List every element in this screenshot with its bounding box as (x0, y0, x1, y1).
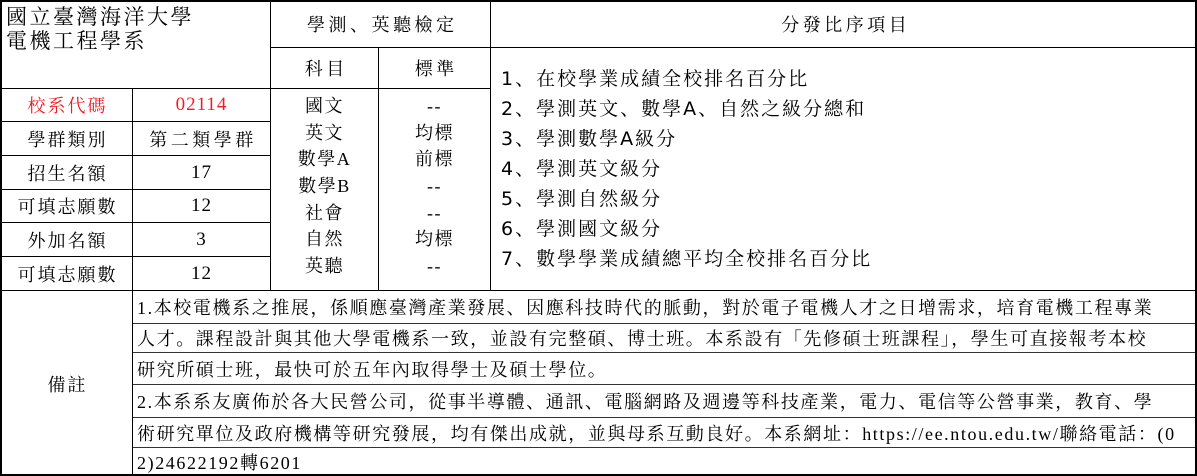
department-name: 電機工程學系 (6, 29, 147, 53)
ranking-list (490, 47, 1197, 290)
department-code-value: 02114 (132, 88, 270, 121)
subject-item: 國文 (305, 96, 344, 116)
subject-list (270, 88, 378, 290)
subject-item: 數學B (298, 176, 351, 197)
choices-value: 12 (132, 189, 270, 222)
standard-item: -- (427, 176, 442, 197)
extra-choices-label: 可填志願數 (0, 256, 132, 290)
remarks-line: 研究所碩士班，最快可於五年內取得學士及碩士學位。 (133, 352, 1197, 384)
ranking-item: 3、學測數學A級分 (501, 128, 678, 150)
ranking-item: 4、學測英文級分 (501, 158, 663, 180)
choices-label: 可填志願數 (0, 189, 132, 222)
remarks-line: 人才。課程設計與其他大學電機系一致，並設有完整碩、博士班。本系設有「先修碩士班課程」，學生可直接報考本校 (133, 323, 1197, 352)
ranking-item: 1、在校學業成績全校排名百分比 (501, 68, 810, 90)
discipline-group-value: 第二類學群 (132, 121, 270, 155)
remarks-line: 2)24622192轉6201 (133, 447, 1197, 476)
standard-item: -- (427, 256, 442, 277)
exam-header: 學測、英聽檢定 (270, 0, 490, 47)
extra-choices-value: 12 (132, 256, 270, 290)
remarks-line: 2.本系系友廣佈於各大民營公司，從事半導體、通訊、電腦網路及週邊等科技產業，電力、電信等公營事業，教育、學 (133, 384, 1197, 417)
standard-item: 均標 (415, 229, 454, 250)
school-name: 國立臺灣海洋大學 (6, 5, 194, 29)
standard-item: -- (427, 96, 442, 116)
standard-item: -- (427, 202, 442, 223)
remarks-line: 術研究單位及政府機構等研究發展，均有傑出成就，並與母系互動良好。本系網址：https://ee.ntou.edu.tw/聯絡電話：(0 (133, 417, 1197, 447)
subject-item: 英文 (305, 122, 344, 143)
ranking-item: 2、學測英文、數學A、自然之級分總和 (501, 98, 867, 120)
standard-header: 標準 (378, 47, 490, 88)
ranking-item: 5、學測自然級分 (501, 188, 663, 210)
ranking-item: 6、學測國文級分 (501, 218, 663, 240)
extra-quota-value: 3 (132, 222, 270, 256)
remarks-label: 備註 (0, 290, 132, 476)
ranking-header: 分發比序項目 (490, 0, 1197, 47)
remarks-text (132, 290, 1197, 476)
standard-item: 均標 (415, 122, 454, 143)
ranking-item: 7、數學學業成績總平均全校排名百分比 (501, 248, 873, 270)
quota-label: 招生名額 (0, 155, 132, 189)
subject-item: 自然 (305, 229, 344, 250)
quota-value: 17 (132, 155, 270, 189)
subject-header: 科目 (270, 47, 378, 88)
subject-item: 社會 (305, 202, 344, 223)
subject-item: 數學A (297, 149, 352, 170)
standard-list (378, 88, 490, 290)
subject-item: 英聽 (305, 256, 344, 277)
discipline-group-label: 學群類別 (0, 121, 132, 155)
department-code-label: 校系代碼 (0, 88, 132, 121)
remarks-line: 1.本校電機系之推展，係順應臺灣產業發展、因應科技時代的脈動，對於電子電機人才之日增需求，培育電機工程專業 (137, 298, 1154, 318)
school-title-cell (0, 0, 270, 88)
standard-item: 前標 (415, 149, 454, 170)
extra-quota-label: 外加名額 (0, 222, 132, 256)
